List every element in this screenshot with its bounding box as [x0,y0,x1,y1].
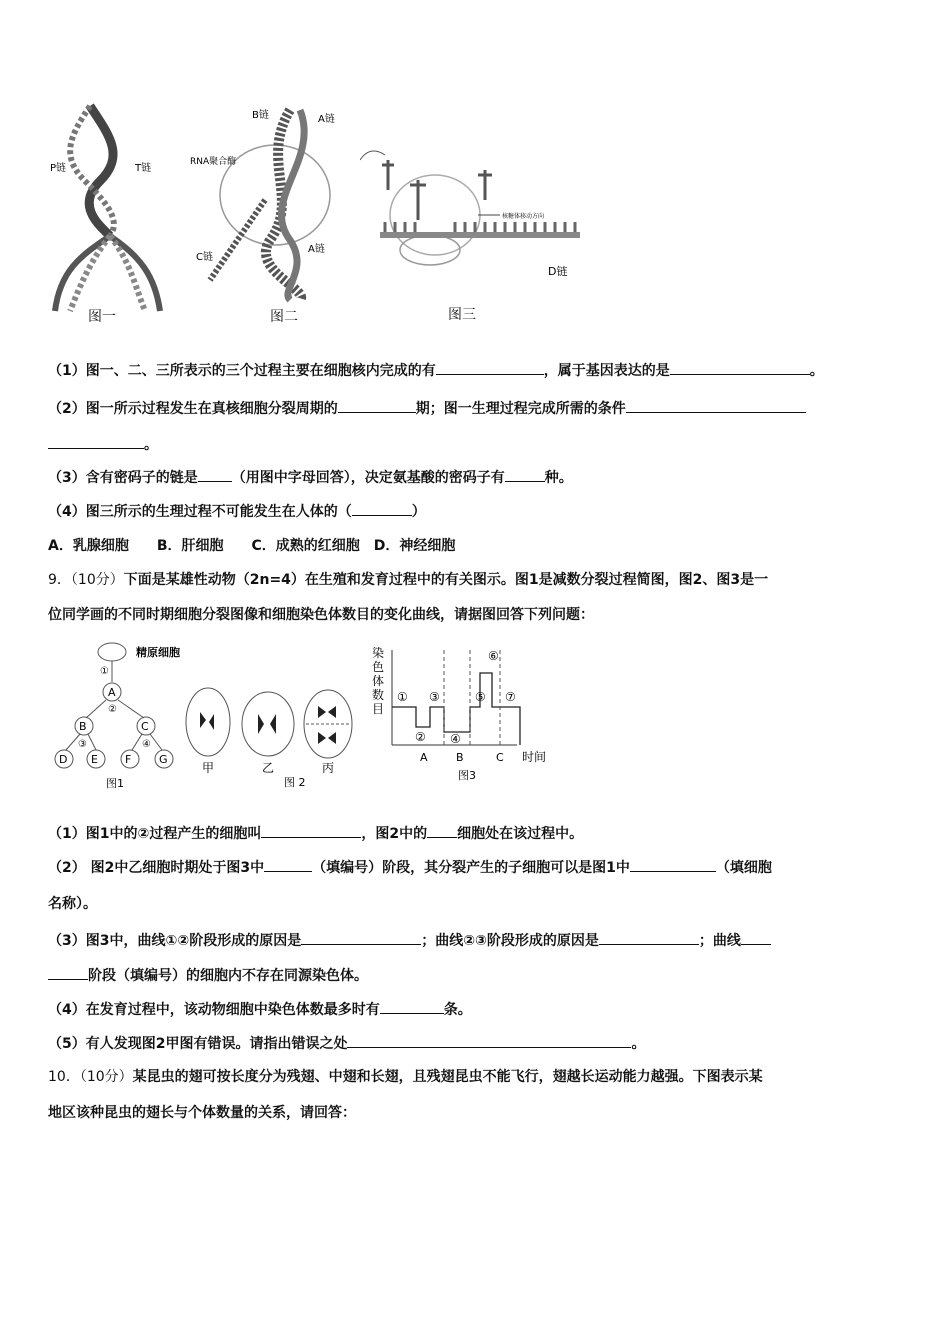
c-chain-label: C链 [196,252,213,263]
figure-3-caption: 图三 [448,307,476,323]
svg-text:⑦: ⑦ [505,690,516,704]
svg-text:②: ② [108,704,117,715]
q9-p3-blank1[interactable] [301,931,421,945]
q9-p1-blank1[interactable] [261,824,361,838]
svg-text:B: B [79,720,87,733]
ribosome-direction-label: 核糖体移动方向 [502,213,545,220]
q10-line1: 10．（10分）某昆虫的翅可按长度分为残翅、中翅和长翅，且残翅昆虫不能飞行，翅越长运动能力越强。下图表示某 [48,1069,763,1085]
q9-p3-blank3[interactable] [741,931,771,945]
q9-figure-2-cell-images [180,680,355,792]
svg-text:A: A [420,751,428,764]
q8-p2-blank1[interactable] [338,399,416,413]
svg-text:D: D [59,753,68,766]
svg-text:色: 色 [372,660,385,674]
figure-3-translation [360,140,600,300]
q8-p4-blank[interactable] [352,502,412,516]
a-chain-top-label: A链 [318,114,335,125]
q9-fig2-caption: 图 2 [284,776,306,789]
q9-part3-cont: 阶段（填编号）的细胞内不存在同源染色体。 [48,966,368,985]
svg-text:①: ① [100,666,109,677]
q8-p1-blank1[interactable] [436,361,544,375]
q9-part1: （1）图1中的②过程产生的细胞叫 ，图2中的 细胞处在该过程中。 [48,826,584,842]
q8-p3-blank1[interactable] [198,468,232,482]
q10-line2: 地区该种昆虫的翅长与个体数量的关系，请回答： [48,1105,356,1121]
q8-part4: （4）图三所示的生理过程不可能发生在人体的（ ） [48,504,426,520]
svg-text:⑥: ⑥ [488,649,499,663]
svg-text:F: F [125,753,132,766]
p-chain-label: P链 [50,163,67,174]
q9-p3-blank2[interactable] [599,931,699,945]
svg-text:C: C [496,751,504,764]
svg-text:③: ③ [78,739,87,750]
svg-text:染: 染 [372,646,385,660]
figure-2-caption: 图二 [270,309,298,325]
svg-text:⑤: ⑤ [475,690,486,704]
q8-p2-blank2[interactable] [626,399,806,413]
svg-text:①: ① [397,690,408,704]
svg-text:B: B [456,751,464,764]
svg-text:C: C [141,720,149,733]
cell-jia-label: 甲 [202,761,215,775]
svg-text:目: 目 [372,702,385,716]
time-axis-label: 时间 [522,750,547,764]
q9-part2-cont: 名称）。 [48,896,97,912]
q8-part1: （1）图一、二、三所表示的三个过程主要在细胞核内完成的有 ，属于基因表达的是 。 [48,363,824,379]
svg-text:③: ③ [429,690,440,704]
q9-intro-line2: 位同学画的不同时期细胞分裂图像和细胞染色体数目的变化曲线，请据图回答下列问题： [48,607,594,623]
svg-text:E: E [91,753,98,766]
svg-text:④: ④ [450,732,461,746]
cell-bing-label: 丙 [322,761,335,775]
q9-p5-blank[interactable] [347,1034,631,1048]
q9-part4: （4）在发育过程中，该动物细胞中染色体数最多时有 条。 [48,1002,472,1018]
a-chain-bottom-label: A链 [308,244,325,255]
figure-2-transcription [190,100,350,310]
svg-text:数: 数 [372,688,385,702]
q9-p1-blank2[interactable] [427,824,457,838]
figure-1-caption: 图一 [88,309,116,325]
b-chain-label: B链 [252,110,269,121]
q9-p2-blank2[interactable] [630,858,716,872]
q9-fig1-caption: 图1 [106,777,124,790]
q8-options: A．乳腺细胞 B．肝细胞 C．成熟的红细胞 D．神经细胞 [48,538,456,554]
q8-p3-blank2[interactable] [505,468,545,482]
figure-1-dna-replication [40,96,170,331]
t-chain-label: T链 [135,163,152,174]
q9-part2: （2） 图2中乙细胞时期处于图3中 （填编号）阶段，其分裂产生的子细胞可以是图1中 （填细胞 [48,860,772,876]
svg-text:A: A [108,686,116,699]
q9-part5: （5）有人发现图2甲图有错误。请指出错误之处 。 [48,1036,646,1052]
q9-fig3-caption: 图3 [458,769,476,782]
q8-part3: （3）含有密码子的链是 （用图中字母回答），决定氨基酸的密码子有 种。 [48,470,573,486]
cell-yi-label: 乙 [262,761,275,775]
q8-p1-blank2[interactable] [670,361,810,375]
q10-number: 10．（10分） [48,1069,133,1085]
q9-intro-line1: 9．（10分）下面是某雄性动物（2n=4）在生殖和发育过程中的有关图示。图1是减数分裂过程简图，图2、图3是一 [48,572,769,588]
d-chain-label: D链 [548,265,568,278]
q9-p2-blank1[interactable] [264,858,312,872]
q9-figure-1-meiosis-tree [48,640,188,792]
svg-text:④: ④ [142,739,151,750]
q9-number: 9．（10分） [48,572,124,588]
svg-text:②: ② [415,730,426,744]
rna-polymerase-label: RNA聚合酶 [190,157,237,167]
q8-p2-blank3[interactable] [48,435,144,449]
q9-figure-3-chromosome-curve [372,645,562,785]
svg-text:G: G [159,753,168,766]
q9-part3: （3）图3中，曲线①②阶段形成的原因是 ；曲线②③阶段形成的原因是 ；曲线 [48,931,771,950]
q9-p4-blank[interactable] [380,1000,444,1014]
q8-part2: （2）图一所示过程发生在真核细胞分裂周期的 期；图一生理过程完成所需的条件 [48,399,806,418]
svg-text:体: 体 [372,674,385,688]
q8-part2-cont: 。 [48,435,158,454]
q9-p3-blank4[interactable] [48,966,88,980]
spermatogonium-label: 精原细胞 [136,646,180,659]
